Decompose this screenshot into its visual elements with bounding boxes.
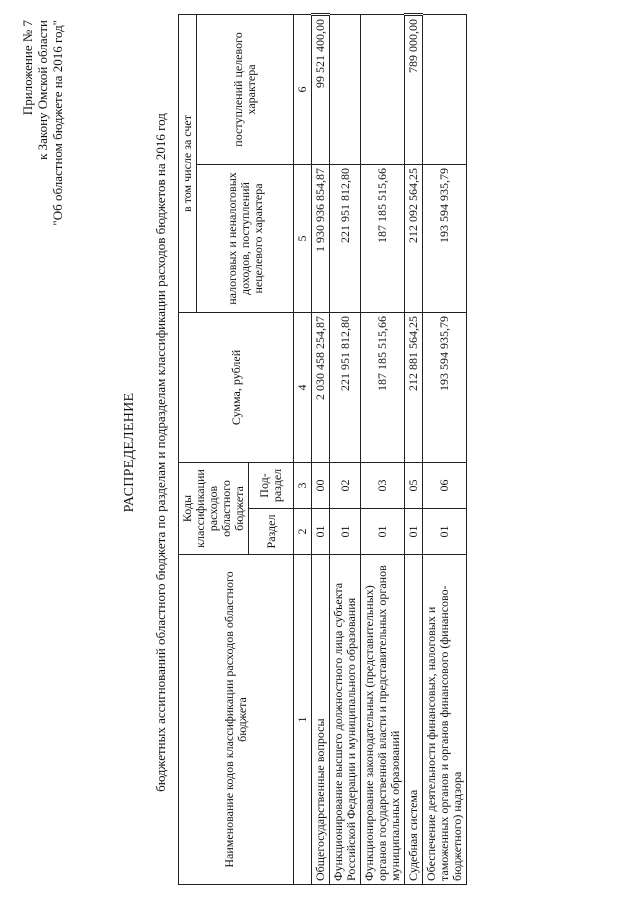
row-subsection: 06 [423,462,467,508]
header-section: Раздел [249,509,294,555]
row-non-target: 1 930 936 854,87 [312,164,330,312]
annex-line-2: к Закону Омской области [35,20,50,160]
header-non-target: налоговых и неналоговых доходов, поступлений нецелевого характера [197,164,294,312]
row-subsection: 02 [330,462,361,508]
row-subsection: 00 [312,462,330,508]
table-row [312,14,330,884]
row-section: 01 [361,509,405,555]
column-number: 3 [294,462,312,508]
header-sum: Сумма, рублей [179,312,294,462]
column-number-row [294,14,312,884]
row-section: 01 [423,509,467,555]
column-number: 4 [294,312,312,462]
row-section: 01 [330,509,361,555]
table-row [361,14,405,884]
row-name: Общегосударственные вопросы [312,555,330,885]
header-codes: Коды классификации расходов областного бюджета [179,462,249,554]
column-number: 6 [294,14,312,164]
document-title: РАСПРЕДЕЛЕНИЕ [122,392,137,513]
row-sum: 187 185 515,66 [361,312,405,462]
budget-allocation-table [178,13,467,885]
row-target [361,14,405,164]
row-non-target: 187 185 515,66 [361,164,405,312]
row-section: 01 [405,509,423,555]
annex-block [20,20,65,226]
header-name: Наименование кодов классификации расходов областного бюджета [179,555,294,885]
row-non-target: 212 092 564,25 [405,164,423,312]
table-row [330,14,361,884]
annex-line-1: Приложение № 7 [20,20,35,116]
row-name: Функционирование высшего должностного лица субъекта Российской Федерации и муниципального образования [330,555,361,885]
column-number: 2 [294,509,312,555]
row-target [330,14,361,164]
row-sum: 212 881 564,25 [405,312,423,462]
row-sum: 221 951 812,80 [330,312,361,462]
row-sum: 2 030 458 254,87 [312,312,330,462]
row-name: Обеспечение деятельности финансовых, налоговых и таможенных органов и органов финансового (финансово-бюджетного) надзора [423,555,467,885]
row-target: 789 000,00 [405,14,423,164]
row-target [423,14,467,164]
table-row [423,14,467,884]
row-name: Функционирование законодательных (представительных) органов государственной власти и представительных органов муниципальных образований [361,555,405,885]
column-number: 1 [294,555,312,885]
row-subsection: 05 [405,462,423,508]
row-target: 99 521 400,00 [312,14,330,164]
document-subtitle: бюджетных ассигнований областного бюджета по разделам и подразделам классификации расходов бюджетов на 2016 год [153,113,168,792]
column-number: 5 [294,164,312,312]
row-name: Судебная система [405,555,423,885]
table-row [405,14,423,884]
row-section: 01 [312,509,330,555]
row-sum: 193 594 935,79 [423,312,467,462]
annex-line-3: "Об областном бюджете на 2016 год" [50,20,65,226]
header-subsection: Под-раздел [249,462,294,508]
row-non-target: 193 594 935,79 [423,164,467,312]
row-non-target: 221 951 812,80 [330,164,361,312]
header-including: в том числе за счет [179,14,197,312]
row-subsection: 03 [361,462,405,508]
header-target: поступлений целевого характера [197,14,294,164]
